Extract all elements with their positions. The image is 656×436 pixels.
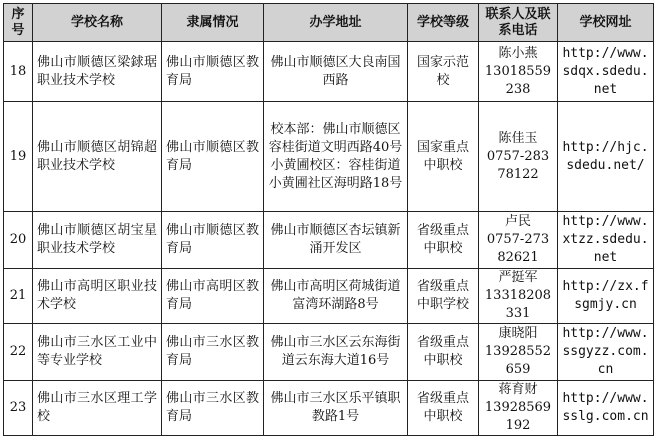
row-number: 22 <box>4 324 33 381</box>
contact <box>479 324 558 381</box>
contact-phone: 13018559238 <box>484 63 552 97</box>
affiliation: 佛山市顺德区教育局 <box>162 42 264 102</box>
header-contact: 联系人及联系电话 <box>479 4 558 42</box>
website: http://www.xtzz.sdedu.net <box>558 212 654 269</box>
header-row <box>4 4 654 42</box>
header-address: 办学地址 <box>264 4 408 42</box>
contact-name: 严挺军 <box>498 270 538 285</box>
school-level: 省级重点中职校 <box>408 324 479 381</box>
contact-name: 陈小燕 <box>498 45 538 61</box>
contact <box>479 381 558 436</box>
contact-phone: 0757-28378122 <box>486 148 550 182</box>
table-row <box>4 381 654 436</box>
row-number: 20 <box>4 212 33 269</box>
affiliation: 佛山市顺德区教育局 <box>162 212 264 269</box>
website: http://www.ssgyzz.com.cn <box>558 324 654 381</box>
header-affiliation: 隶属情况 <box>162 4 264 42</box>
table-row <box>4 42 654 102</box>
address <box>264 42 408 102</box>
school-name: 佛山市顺德区胡宝星职业技术学校 <box>33 212 162 269</box>
school-name: 佛山市顺德区梁銶琚职业技术学校 <box>33 42 162 102</box>
contact <box>479 212 558 269</box>
header-website: 学校网址 <box>558 4 654 42</box>
affiliation: 佛山市高明区教育局 <box>162 269 264 324</box>
school-level: 省级重点中职学校 <box>408 269 479 324</box>
address-line: 佛山市三水区乐平镇职教路1号 <box>270 391 401 424</box>
address <box>264 381 408 436</box>
school-level: 国家重点中职校 <box>408 102 479 212</box>
contact-name: 陈佳玉 <box>498 130 538 146</box>
table-row <box>4 324 654 381</box>
row-number: 19 <box>4 102 33 212</box>
affiliation: 佛山市三水区教育局 <box>162 324 264 381</box>
contact-name: 蒋育财 <box>498 382 538 397</box>
school-name: 佛山市三水区理工学校 <box>33 381 162 436</box>
contact-phone: 13318208331 <box>484 288 552 321</box>
row-number: 21 <box>4 269 33 324</box>
school-name: 佛山市高明区职业技术学校 <box>33 269 162 324</box>
row-number: 18 <box>4 42 33 102</box>
address <box>264 269 408 324</box>
website: http://hjc.sdedu.net/ <box>558 102 654 212</box>
school-name: 佛山市三水区工业中等专业学校 <box>33 324 162 381</box>
affiliation: 佛山市三水区教育局 <box>162 381 264 436</box>
contact-name: 卢民 <box>504 214 531 229</box>
address <box>264 212 408 269</box>
school-table <box>3 3 654 436</box>
address <box>264 324 408 381</box>
contact <box>479 102 558 212</box>
address <box>264 102 408 212</box>
school-level: 省级重点中职校 <box>408 212 479 269</box>
contact-phone: 13928552659 <box>484 344 552 377</box>
contact-name: 康晓阳 <box>498 326 538 341</box>
contact-phone: 13928569192 <box>484 400 552 433</box>
header-school-name: 学校名称 <box>33 4 162 42</box>
affiliation: 佛山市顺德区教育局 <box>162 102 264 212</box>
school-level: 省级重点中职校 <box>408 381 479 436</box>
contact <box>479 269 558 324</box>
contact <box>479 42 558 102</box>
table-row <box>4 212 654 269</box>
school-level: 国家示范校 <box>408 42 479 102</box>
address-line: 小黄圃校区：容桂街道小黄圃社区海明路18号 <box>268 157 403 191</box>
website: http://www.sslg.com.cn <box>558 381 654 436</box>
website: http://zx.fsgmjy.cn <box>558 269 654 324</box>
table-row <box>4 269 654 324</box>
contact-phone: 0757-27382621 <box>486 232 550 265</box>
school-name: 佛山市顺德区胡锦超职业技术学校 <box>33 102 162 212</box>
website: http://www.sdqx.sdedu.net <box>558 42 654 102</box>
address-line: 佛山市三水区云东海街道云东海大道16号 <box>270 335 401 368</box>
address-line: 佛山市顺德区杏坛镇新涌开发区 <box>270 223 401 256</box>
address-line: 佛山市顺德区大良南国西路 <box>270 54 401 88</box>
address-line: 佛山市高明区荷城街道富湾环湖路8号 <box>270 279 401 312</box>
address-line: 校本部：佛山市顺德区容桂街道文明西路40号 <box>268 121 403 155</box>
row-number: 23 <box>4 381 33 436</box>
header-level: 学校等级 <box>408 4 479 42</box>
header-no: 序号 <box>4 4 33 42</box>
table-row <box>4 102 654 212</box>
